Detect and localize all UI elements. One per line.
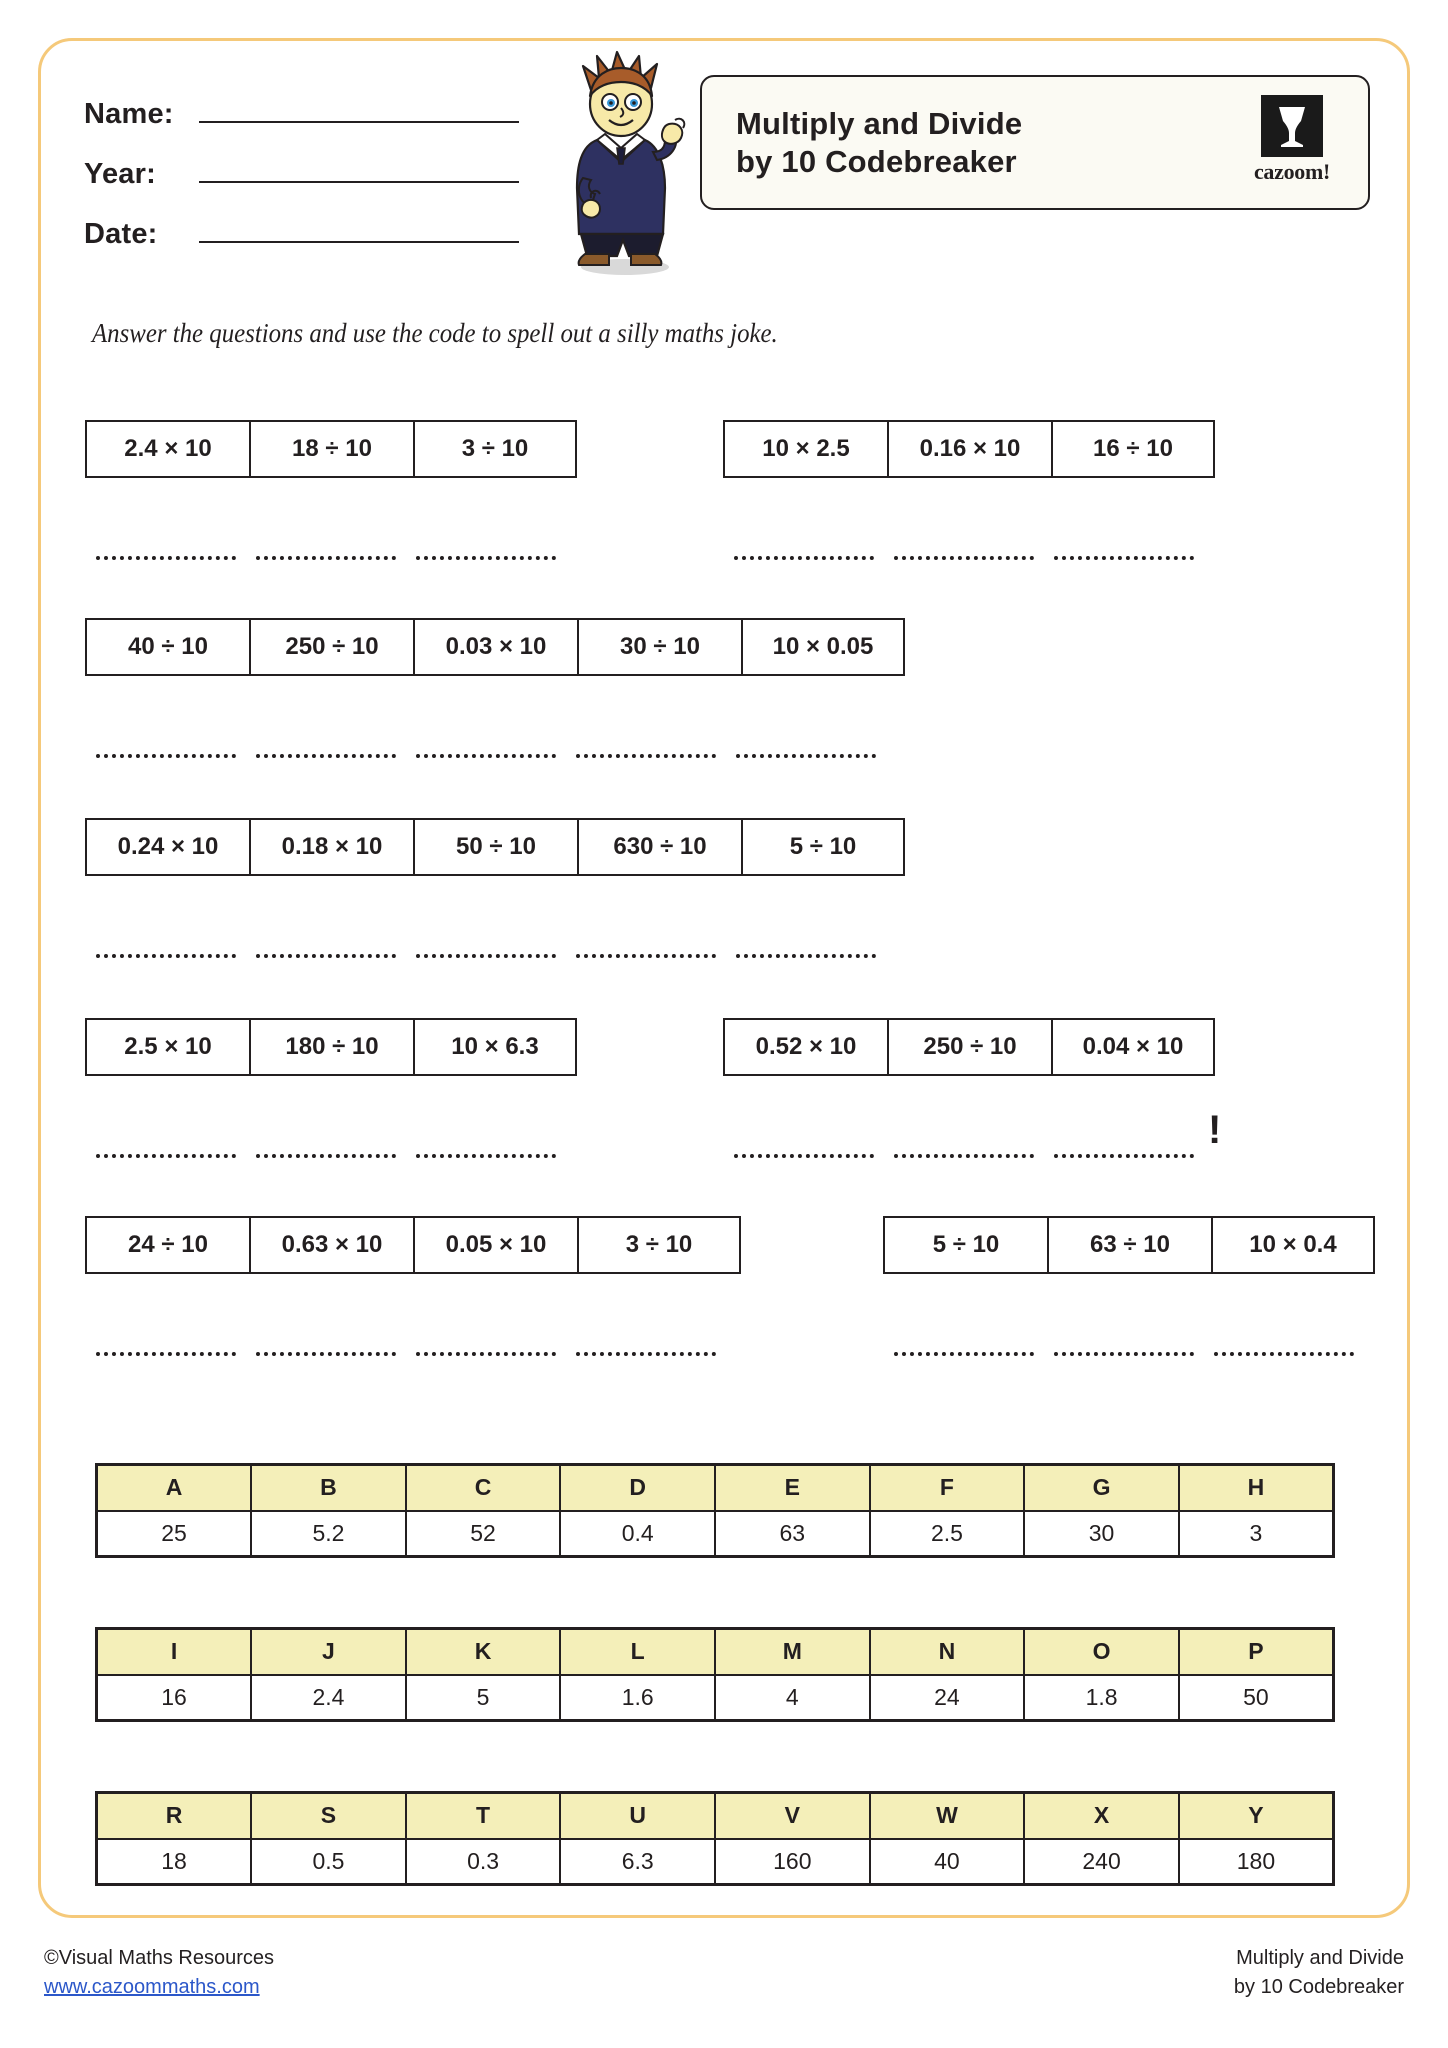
key-letter-cell: M (715, 1629, 870, 1675)
question-box: 3 ÷ 10 (577, 1216, 741, 1274)
answer-row-5-group-1 (96, 1336, 716, 1356)
answer-blank[interactable] (96, 938, 236, 958)
worksheet-header (0, 0, 1448, 250)
question-box: 0.16 × 10 (887, 420, 1051, 478)
table-row-letters (97, 1793, 1334, 1839)
question-box: 250 ÷ 10 (887, 1018, 1051, 1076)
key-value-cell: 0.5 (251, 1839, 406, 1885)
key-letter-cell: H (1179, 1465, 1334, 1511)
answer-row-4-group-2 (734, 1138, 1194, 1158)
question-row-1-group-2 (723, 420, 1215, 478)
key-letter-cell: S (251, 1793, 406, 1839)
key-letter-cell: L (560, 1629, 715, 1675)
table-row-letters (97, 1629, 1334, 1675)
page-title (736, 105, 1022, 181)
answer-row-1-group-2 (734, 540, 1194, 560)
cazoom-goblet-icon (1261, 95, 1323, 157)
question-box: 10 × 2.5 (723, 420, 887, 478)
key-value-cell: 3 (1179, 1511, 1334, 1557)
key-letter-cell: I (97, 1629, 252, 1675)
question-box: 5 ÷ 10 (883, 1216, 1047, 1274)
question-box: 16 ÷ 10 (1051, 420, 1215, 478)
answer-blank[interactable] (96, 1336, 236, 1356)
page-title-line1: Multiply and Divide (736, 105, 1023, 141)
answer-blank[interactable] (1054, 540, 1194, 560)
answer-blank[interactable] (1054, 1336, 1194, 1356)
key-value-cell: 2.4 (251, 1675, 406, 1721)
question-box: 0.05 × 10 (413, 1216, 577, 1274)
answer-blank[interactable] (576, 738, 716, 758)
answer-blank[interactable] (256, 738, 396, 758)
key-value-cell: 240 (1024, 1839, 1179, 1885)
question-box: 18 ÷ 10 (249, 420, 413, 478)
answer-blank[interactable] (416, 1138, 556, 1158)
footer-right (1234, 1944, 1404, 2002)
key-letter-cell: B (251, 1465, 406, 1511)
key-value-cell: 0.4 (560, 1511, 715, 1557)
key-value-cell: 18 (97, 1839, 252, 1885)
answer-row-2-group-1 (96, 738, 876, 758)
code-key-table-2 (95, 1627, 1335, 1722)
key-value-cell: 52 (406, 1511, 561, 1557)
answer-blank[interactable] (416, 540, 556, 560)
key-letter-cell: E (715, 1465, 870, 1511)
question-box: 50 ÷ 10 (413, 818, 577, 876)
key-value-cell: 6.3 (560, 1839, 715, 1885)
page-title-line2: by 10 Codebreaker (736, 143, 1017, 179)
key-letter-cell: X (1024, 1793, 1179, 1839)
key-letter-cell: G (1024, 1465, 1179, 1511)
question-row-3-group-1 (85, 818, 905, 876)
question-row-5-group-1 (85, 1216, 741, 1274)
answer-blank[interactable] (736, 738, 876, 758)
answer-blank[interactable] (256, 938, 396, 958)
answer-blank[interactable] (734, 540, 874, 560)
question-row-1-group-1 (85, 420, 577, 478)
key-letter-cell: Y (1179, 1793, 1334, 1839)
year-field-line[interactable] (199, 181, 519, 183)
question-box: 180 ÷ 10 (249, 1018, 413, 1076)
question-box: 2.5 × 10 (85, 1018, 249, 1076)
answer-blank[interactable] (256, 540, 396, 560)
answer-blank[interactable] (576, 1336, 716, 1356)
answer-blank[interactable] (894, 1336, 1034, 1356)
question-box: 0.52 × 10 (723, 1018, 887, 1076)
key-letter-cell: D (560, 1465, 715, 1511)
key-value-cell: 63 (715, 1511, 870, 1557)
key-value-cell: 5.2 (251, 1511, 406, 1557)
answer-blank[interactable] (736, 938, 876, 958)
instruction-text: Answer the questions and use the code to spell out a silly maths joke. (92, 318, 778, 348)
answer-blank[interactable] (416, 938, 556, 958)
footer-left (44, 1944, 274, 2002)
question-row-5-group-2 (883, 1216, 1375, 1274)
answer-blank[interactable] (416, 738, 556, 758)
cazoom-logo (1240, 95, 1344, 191)
key-value-cell: 5 (406, 1675, 561, 1721)
key-value-cell: 16 (97, 1675, 252, 1721)
key-value-cell: 40 (870, 1839, 1025, 1885)
key-value-cell: 25 (97, 1511, 252, 1557)
answer-blank[interactable] (416, 1336, 556, 1356)
key-value-cell: 30 (1024, 1511, 1179, 1557)
answer-blank[interactable] (256, 1138, 396, 1158)
answer-blank[interactable] (894, 540, 1034, 560)
worksheet-title-plate (700, 75, 1370, 210)
question-box: 40 ÷ 10 (85, 618, 249, 676)
year-field-label: Year: (84, 158, 156, 190)
question-row-2-group-1 (85, 618, 905, 676)
website-link[interactable]: www.cazoommaths.com (44, 1976, 260, 1998)
answer-blank[interactable] (1054, 1138, 1194, 1158)
key-value-cell: 2.5 (870, 1511, 1025, 1557)
key-letter-cell: K (406, 1629, 561, 1675)
year-field-row (84, 158, 519, 191)
key-letter-cell: V (715, 1793, 870, 1839)
question-box: 3 ÷ 10 (413, 420, 577, 478)
question-box: 10 × 0.05 (741, 618, 905, 676)
date-field-row (84, 218, 519, 251)
question-row-4-group-2 (723, 1018, 1215, 1076)
key-letter-cell: N (870, 1629, 1025, 1675)
key-value-cell: 1.6 (560, 1675, 715, 1721)
question-box: 10 × 6.3 (413, 1018, 577, 1076)
exclamation-mark: ! (1208, 1108, 1222, 1152)
code-key-table-3 (95, 1791, 1335, 1886)
answer-row-3-group-1 (96, 938, 876, 958)
student-mascot-icon (553, 48, 693, 278)
question-row-4-group-1 (85, 1018, 577, 1076)
name-field-label: Name: (84, 98, 174, 130)
date-field-line[interactable] (199, 241, 519, 243)
answer-row-4-group-1 (96, 1138, 556, 1158)
key-value-cell: 24 (870, 1675, 1025, 1721)
answer-blank[interactable] (734, 1138, 874, 1158)
question-box: 30 ÷ 10 (577, 618, 741, 676)
answer-blank[interactable] (96, 1138, 236, 1158)
key-letter-cell: C (406, 1465, 561, 1511)
question-box: 24 ÷ 10 (85, 1216, 249, 1274)
cazoom-logo-wordmark: cazoom! (1253, 158, 1331, 184)
key-value-cell: 1.8 (1024, 1675, 1179, 1721)
key-value-cell: 50 (1179, 1675, 1334, 1721)
question-box: 0.63 × 10 (249, 1216, 413, 1274)
answer-blank[interactable] (96, 540, 236, 560)
answer-blank[interactable] (1214, 1336, 1354, 1356)
question-box: 0.04 × 10 (1051, 1018, 1215, 1076)
copyright-text: ©Visual Maths Resources (44, 1947, 275, 1969)
answer-blank[interactable] (576, 938, 716, 958)
answer-blank[interactable] (256, 1336, 396, 1356)
answer-blank[interactable] (894, 1138, 1034, 1158)
key-letter-cell: F (870, 1465, 1025, 1511)
question-box: 0.24 × 10 (85, 818, 249, 876)
date-field-label: Date: (84, 218, 158, 250)
table-row-values (97, 1675, 1334, 1721)
question-box: 2.4 × 10 (85, 420, 249, 478)
table-row-letters (97, 1465, 1334, 1511)
answer-blank[interactable] (96, 738, 236, 758)
key-letter-cell: W (870, 1793, 1025, 1839)
key-letter-cell: T (406, 1793, 561, 1839)
question-box: 5 ÷ 10 (741, 818, 905, 876)
question-box: 10 × 0.4 (1211, 1216, 1375, 1274)
name-field-row (84, 98, 519, 131)
answer-row-1-group-1 (96, 540, 556, 560)
key-letter-cell: P (1179, 1629, 1334, 1675)
key-value-cell: 180 (1179, 1839, 1334, 1885)
table-row-values (97, 1511, 1334, 1557)
answer-row-5-group-2 (894, 1336, 1354, 1356)
question-box: 630 ÷ 10 (577, 818, 741, 876)
footer-title-line1: Multiply and Divide (1236, 1947, 1404, 1969)
footer-title-line2: by 10 Codebreaker (1233, 1976, 1404, 1998)
key-letter-cell: R (97, 1793, 252, 1839)
table-row-values (97, 1839, 1334, 1885)
question-box: 0.18 × 10 (249, 818, 413, 876)
key-letter-cell: U (560, 1793, 715, 1839)
key-letter-cell: J (251, 1629, 406, 1675)
key-value-cell: 4 (715, 1675, 870, 1721)
question-box: 0.03 × 10 (413, 618, 577, 676)
name-field-line[interactable] (199, 121, 519, 123)
code-key-table-1 (95, 1463, 1335, 1558)
question-box: 63 ÷ 10 (1047, 1216, 1211, 1274)
key-value-cell: 0.3 (406, 1839, 561, 1885)
question-box: 250 ÷ 10 (249, 618, 413, 676)
key-letter-cell: O (1024, 1629, 1179, 1675)
key-value-cell: 160 (715, 1839, 870, 1885)
key-letter-cell: A (97, 1465, 252, 1511)
